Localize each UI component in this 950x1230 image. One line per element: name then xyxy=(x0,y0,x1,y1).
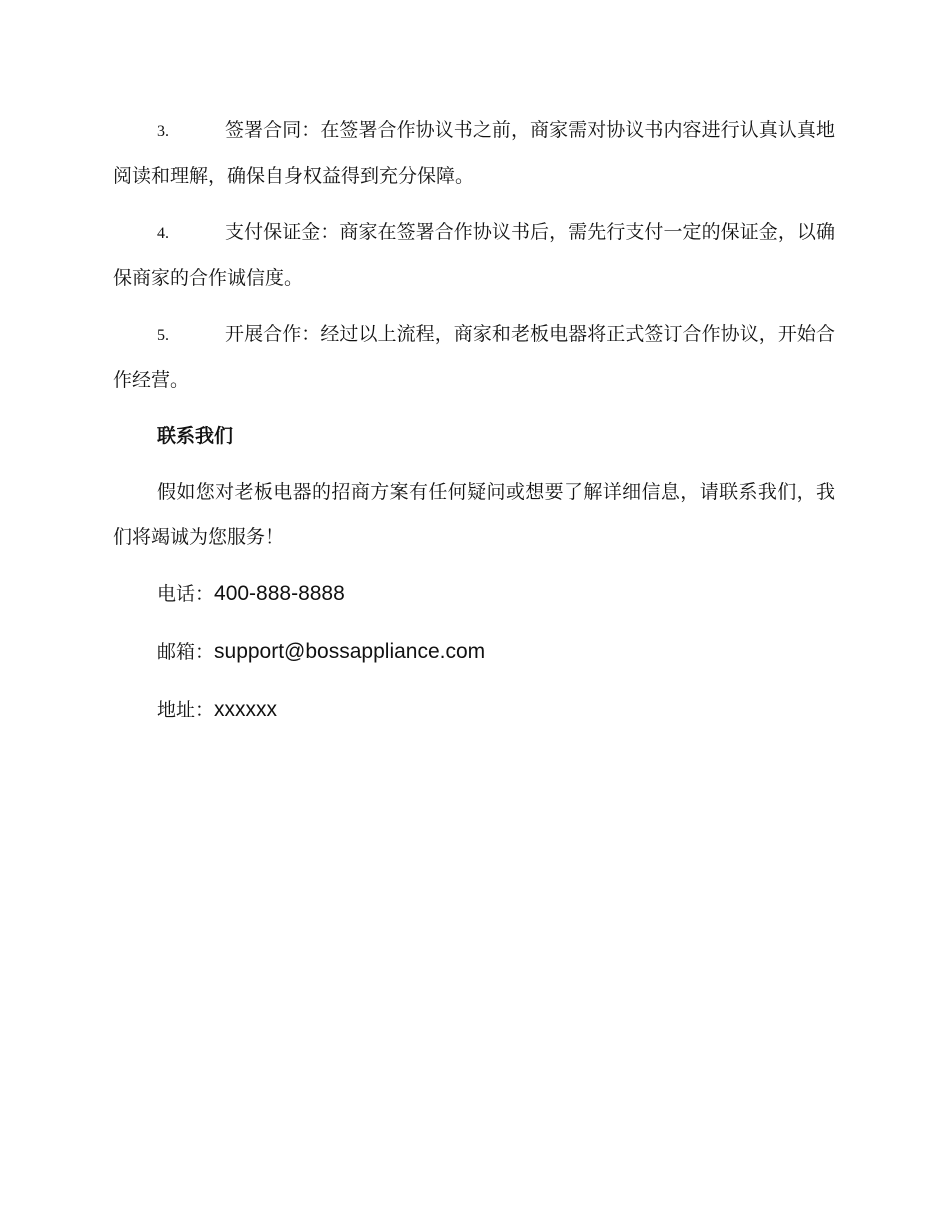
address-value: xxxxxx xyxy=(214,698,278,721)
step-text: 开展合作：经过以上流程，商家和老板电器将正式签订合作协议，开始合作经营。 xyxy=(113,323,835,391)
step-number: 3. xyxy=(157,123,169,140)
contact-phone xyxy=(157,571,835,617)
step-number: 5. xyxy=(157,327,169,344)
step-number: 4. xyxy=(157,225,169,242)
email-value: support@bossappliance.com xyxy=(214,640,486,663)
phone-value: 400-888-8888 xyxy=(214,582,345,605)
contact-email xyxy=(157,629,835,675)
step-item-5 xyxy=(113,312,835,403)
step-text: 签署合同：在签署合作协议书之前，商家需对协议书内容进行认真认真地阅读和理解，确保自身权益得到充分保障。 xyxy=(113,119,835,187)
email-label: 邮箱： xyxy=(157,641,215,663)
phone-label: 电话： xyxy=(157,583,215,605)
step-text: 支付保证金：商家在签署合作协议书后，需先行支付一定的保证金，以确保商家的合作诚信度。 xyxy=(113,221,835,289)
step-item-3 xyxy=(113,108,835,199)
contact-intro: 假如您对老板电器的招商方案有任何疑问或想要了解详细信息，请联系我们，我们将竭诚为您服务！ xyxy=(113,481,835,548)
contact-address xyxy=(157,687,835,733)
step-item-4 xyxy=(113,210,835,301)
document-content xyxy=(113,108,835,745)
address-label: 地址： xyxy=(157,699,215,721)
contact-heading: 联系我们 xyxy=(157,425,234,447)
